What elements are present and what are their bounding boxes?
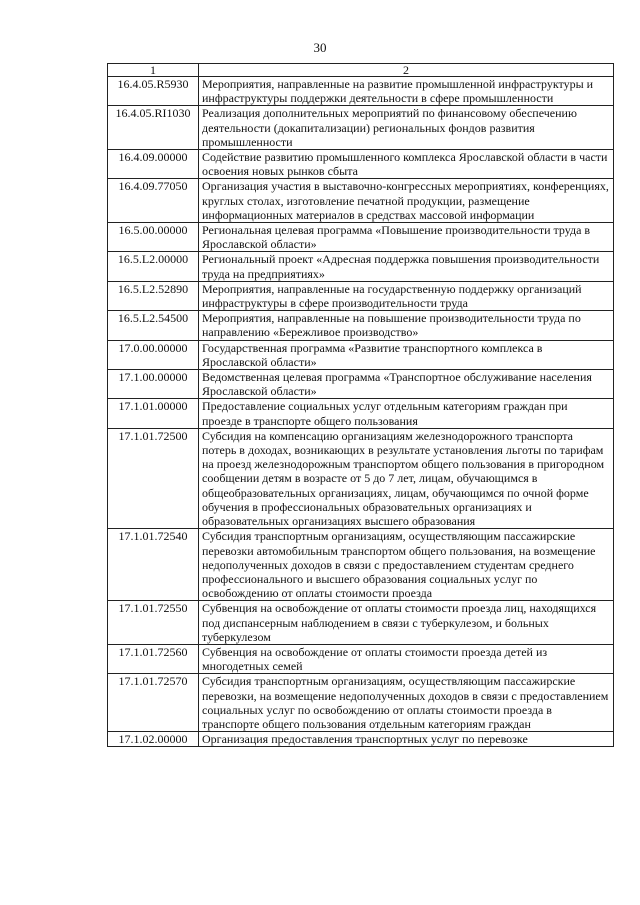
table-row	[108, 370, 614, 399]
table-header-row	[108, 64, 614, 77]
row-code: 16.5.L2.54500	[108, 311, 199, 340]
table-row	[108, 674, 614, 732]
budget-classification-table	[107, 63, 614, 747]
row-code: 17.1.01.00000	[108, 399, 199, 428]
row-code: 16.4.09.77050	[108, 179, 199, 223]
table-row	[108, 223, 614, 252]
row-description: Субсидия транспортным организациям, осуществляющим пассажирские перевозки автомобильным транспортом общего пользования, на возмещение недополученных доходов в связи с предоставлением студентам среднего профессионального и высшего образования социальных услуг по освобождению от оплаты стоимости проезда	[199, 529, 614, 601]
row-code: 17.1.02.00000	[108, 732, 199, 747]
row-code: 16.5.L2.52890	[108, 281, 199, 310]
table-row	[108, 529, 614, 601]
table-row	[108, 106, 614, 150]
row-description: Государственная программа «Развитие транспортного комплекса в Ярославской области»	[199, 340, 614, 369]
table-row	[108, 150, 614, 179]
row-description: Субвенция на освобождение от оплаты стоимости проезда детей из многодетных семей	[199, 644, 614, 673]
row-description: Ведомственная целевая программа «Транспортное обслуживание населения Ярославской области»	[199, 370, 614, 399]
row-code: 16.4.09.00000	[108, 150, 199, 179]
row-code: 16.5.L2.00000	[108, 252, 199, 281]
row-code: 17.0.00.00000	[108, 340, 199, 369]
table-row	[108, 428, 614, 528]
row-description: Мероприятия, направленные на развитие промышленной инфраструктуры и инфраструктуры поддержки деятельности в сфере промышленности	[199, 77, 614, 106]
row-code: 17.1.01.72570	[108, 674, 199, 732]
column-header-description: 2	[199, 64, 614, 77]
row-code: 17.1.00.00000	[108, 370, 199, 399]
row-description: Региональная целевая программа «Повышение производительности труда в Ярославской области»	[199, 223, 614, 252]
row-description: Субвенция на освобождение от оплаты стоимости проезда лиц, находящихся под диспансерным наблюдением в связи с туберкулезом, и больных туберкулезом	[199, 601, 614, 645]
row-code: 17.1.01.72560	[108, 644, 199, 673]
table-row	[108, 179, 614, 223]
table-row	[108, 601, 614, 645]
table-row	[108, 252, 614, 281]
table-row	[108, 281, 614, 310]
row-description: Мероприятия, направленные на государственную поддержку организаций инфраструктуры в сфере производительности труда	[199, 281, 614, 310]
table-row	[108, 399, 614, 428]
row-description: Организация участия в выставочно-конгрессных мероприятиях, конференциях, круглых столах, изготовление печатной продукции, размещение информационных материалов в средствах массовой информации	[199, 179, 614, 223]
row-description: Содействие развитию промышленного комплекса Ярославской области в части освоения новых рынков сбыта	[199, 150, 614, 179]
row-code: 16.4.05.RI1030	[108, 106, 199, 150]
row-description: Предоставление социальных услуг отдельным категориям граждан при проезде в транспорте общего пользования	[199, 399, 614, 428]
table-row	[108, 77, 614, 106]
table-row	[108, 340, 614, 369]
row-code: 17.1.01.72550	[108, 601, 199, 645]
row-code: 17.1.01.72500	[108, 428, 199, 528]
row-description: Субсидия транспортным организациям, осуществляющим пассажирские перевозки, на возмещение недополученных доходов в связи с предоставлением социальных услуг по освобождению от оплаты стоимости проезда в транспорте общего пользования отдельным категориям граждан	[199, 674, 614, 732]
row-code: 16.4.05.R5930	[108, 77, 199, 106]
row-description: Субсидия на компенсацию организациям железнодорожного транспорта потерь в доходах, возникающих в результате установления льготы по тарифам на проезд железнодорожным транспортом общего пользования в пригородном сообщении детям в возрасте от 5 до 7 лет, лицам, обучающимся в общеобразовательных организациях, лицам, обучающимся по очной форме обучения в профессиональных образовательных организациях и образовательных организациях высшего образования	[199, 428, 614, 528]
row-description: Мероприятия, направленные на повышение производительности труда по направлению «Бережливое производство»	[199, 311, 614, 340]
table-row	[108, 311, 614, 340]
column-header-code: 1	[108, 64, 199, 77]
row-description: Реализация дополнительных мероприятий по финансовому обеспечению деятельности (докапитализации) региональных фондов развития промышленности	[199, 106, 614, 150]
row-code: 17.1.01.72540	[108, 529, 199, 601]
row-description: Региональный проект «Адресная поддержка повышения производительности труда на предприятиях»	[199, 252, 614, 281]
row-description: Организация предоставления транспортных услуг по перевозке	[199, 732, 614, 747]
page-number: 30	[313, 40, 327, 55]
row-code: 16.5.00.00000	[108, 223, 199, 252]
table-row	[108, 644, 614, 673]
table-row	[108, 732, 614, 747]
